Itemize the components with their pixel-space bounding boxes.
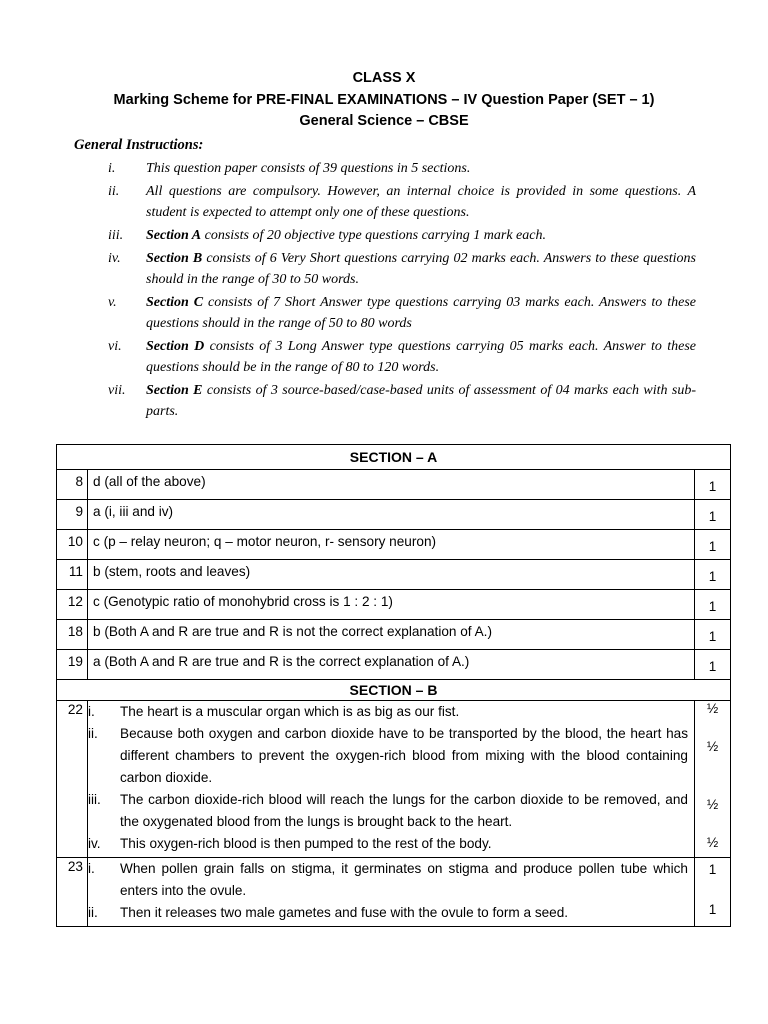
table-row (57, 858, 731, 927)
instruction-bold: Section E (146, 383, 203, 398)
part-number: iv. (88, 836, 101, 851)
instruction-bold: Section B (146, 251, 203, 266)
part-text: The carbon dioxide-rich blood will reach the lungs for the carbon dioxide to be removed, and the oxygenated blood from the lungs is brought back to the heart. (120, 792, 688, 829)
table-row (57, 620, 731, 650)
table-row (57, 500, 731, 530)
instruction-item (74, 380, 696, 422)
marking-scheme-table (56, 444, 731, 927)
answer-text: d (all of the above) (88, 470, 695, 500)
instruction-text: consists of 6 Very Short questions carrying 02 marks each. Answers to these questions should in the range of 30 to 50 words. (146, 251, 696, 287)
part-text: Because both oxygen and carbon dioxide have to be transported by the blood, the heart has different chambers to prevent the oxygen-rich blood from mixing with the blood containing carbon dioxide. (120, 726, 688, 785)
question-number: 18 (57, 620, 88, 650)
instruction-bold: Section C (146, 295, 204, 310)
section-a-title: SECTION – A (57, 445, 731, 470)
table-row (57, 530, 731, 560)
section-b-title: SECTION – B (57, 680, 731, 701)
instruction-item (74, 225, 696, 246)
part-text: When pollen grain falls on stigma, it germinates on stigma and produce pollen tube which enters into the ovule. (120, 861, 688, 898)
question-number: 10 (57, 530, 88, 560)
part-text: The heart is a muscular organ which is as big as our fist. (120, 704, 460, 719)
instruction-number: v. (108, 295, 117, 310)
answer-parts (88, 858, 694, 924)
question-number: 19 (57, 650, 88, 680)
list-item (88, 902, 694, 924)
instruction-text: consists of 7 Short Answer type questions carrying 03 marks each. Answers to these questions should in the range of 50 to 80 words (146, 295, 696, 331)
list-item (88, 723, 694, 789)
instruction-item (74, 336, 696, 378)
instruction-item (74, 181, 696, 223)
instruction-bold: Section A (146, 228, 202, 243)
answer-text: c (Genotypic ratio of monohybrid cross is 1 : 2 : 1) (88, 590, 695, 620)
marks: 1 (708, 862, 717, 877)
document-header (0, 68, 768, 133)
part-text: Then it releases two male gametes and fuse with the ovule to form a seed. (120, 905, 569, 920)
marks: ½ (706, 797, 719, 812)
marks: 1 (708, 569, 717, 584)
instruction-item (74, 158, 696, 179)
part-number: i. (88, 704, 95, 719)
marks: 1 (708, 902, 717, 917)
question-number: 23 (57, 858, 88, 927)
marks: 1 (708, 539, 717, 554)
part-number: ii. (88, 905, 98, 920)
instruction-text: consists of 3 source-based/case-based units of assessment of 04 marks each with sub-parts. (146, 383, 696, 419)
table-row (57, 590, 731, 620)
part-number: ii. (88, 726, 98, 741)
question-number: 9 (57, 500, 88, 530)
instruction-text: consists of 3 Long Answer type questions carrying 05 marks each. Answer to these questions should be in the range of 80 to 120 words. (146, 339, 696, 375)
instruction-number: ii. (108, 184, 120, 199)
class-title: CLASS X (352, 70, 416, 86)
answer-parts (88, 701, 694, 855)
instruction-number: iv. (108, 251, 121, 266)
general-instructions-heading: General Instructions: (74, 137, 204, 153)
list-item (88, 833, 694, 855)
general-instructions-list (74, 158, 696, 424)
answer-text: a (i, iii and iv) (88, 500, 695, 530)
marks: 1 (708, 479, 717, 494)
answer-text: a (Both A and R are true and R is the correct explanation of A.) (88, 650, 695, 680)
instruction-number: vi. (108, 339, 122, 354)
instruction-text: consists of 20 objective type questions carrying 1 mark each. (201, 228, 546, 243)
list-item (88, 858, 694, 902)
part-number: i. (88, 861, 95, 876)
instruction-text: All questions are compulsory. However, an internal choice is provided in some questions. A student is expected to attempt only one of these questions. (146, 184, 696, 220)
list-item (88, 789, 694, 833)
instruction-number: iii. (108, 228, 124, 243)
table-row (57, 650, 731, 680)
instruction-text: This question paper consists of 39 questions in 5 sections. (146, 161, 471, 176)
instruction-bold: Section D (146, 339, 205, 354)
exam-title: Marking Scheme for PRE-FINAL EXAMINATIONS – IV Question Paper (SET – 1) (113, 91, 655, 108)
question-number: 8 (57, 470, 88, 500)
table-row (57, 701, 731, 858)
question-number: 11 (57, 560, 88, 590)
marks: ½ (706, 835, 719, 850)
table-row (57, 560, 731, 590)
marks: 1 (708, 659, 717, 674)
question-number: 12 (57, 590, 88, 620)
list-item (88, 701, 694, 723)
marks: 1 (708, 599, 717, 614)
marks: ½ (706, 701, 719, 716)
subject-title: General Science – CBSE (299, 113, 469, 129)
table-row (57, 470, 731, 500)
answer-text: c (p – relay neuron; q – motor neuron, r- sensory neuron) (88, 530, 695, 560)
marks: ½ (706, 739, 719, 754)
instruction-number: vii. (108, 383, 126, 398)
instruction-item (74, 292, 696, 334)
marks: 1 (708, 629, 717, 644)
instruction-item (74, 248, 696, 290)
answer-text: b (stem, roots and leaves) (88, 560, 695, 590)
marks: 1 (708, 509, 717, 524)
question-number: 22 (57, 701, 88, 858)
answer-text: b (Both A and R are true and R is not the correct explanation of A.) (88, 620, 695, 650)
part-number: iii. (88, 792, 101, 807)
part-text: This oxygen-rich blood is then pumped to the rest of the body. (120, 836, 492, 851)
instruction-number: i. (108, 161, 116, 176)
